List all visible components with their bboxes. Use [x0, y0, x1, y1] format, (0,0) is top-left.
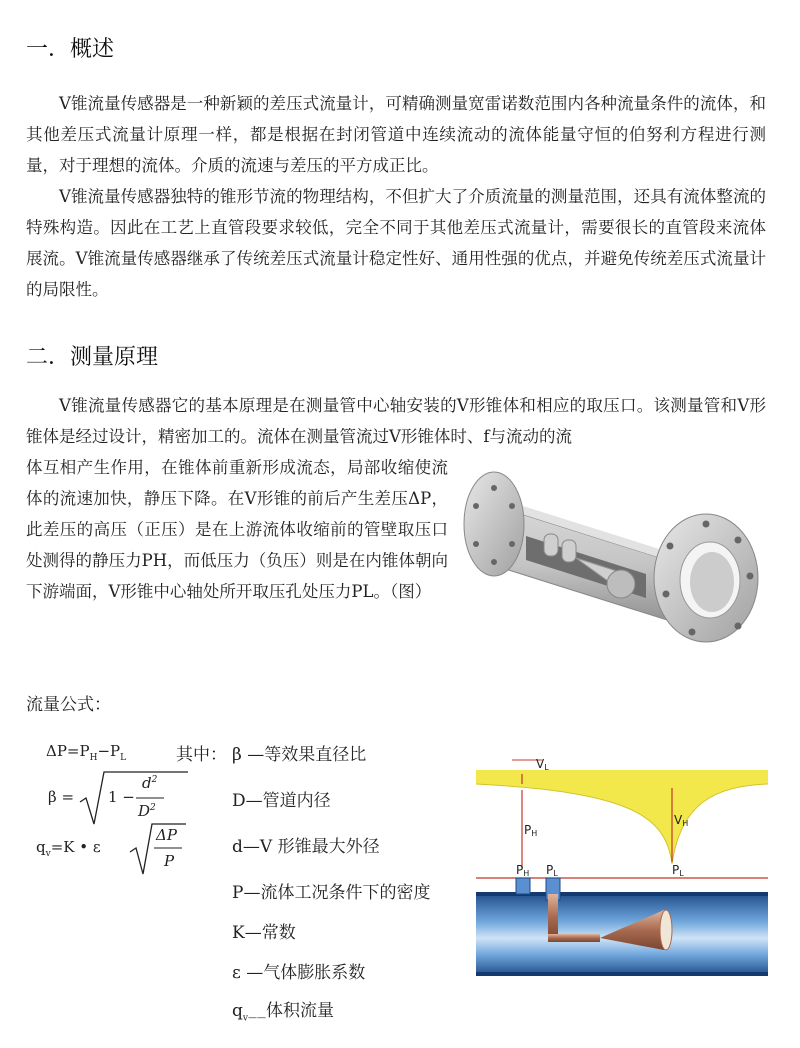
label-vh: VH [674, 813, 689, 828]
section-heading-principle: 二．测量原理 [26, 345, 159, 370]
equation-beta [48, 768, 178, 828]
principle-body [26, 390, 766, 452]
frac-p-den: P [164, 852, 175, 870]
flow-formula-label: 流量公式： [26, 695, 111, 715]
label-pl-min: PL [672, 863, 684, 878]
section-heading-overview: 一．概述 [26, 37, 115, 62]
def-epsilon: ε —气体膨胀系数 [232, 963, 366, 983]
eq1-lhs: ΔP=P [46, 742, 90, 760]
overview-paragraph-2: V锥流量传感器独特的锥形节流的物理结构，不但扩大了介质流量的测量范围，还具有流体整流的特殊构造。因此在工艺上直管段要求较低，完全不同于其他差压式流量计，需要很长的直管段来流体展流。V锥流量传感器继承了传统差压式流量计稳定性好、通用性强的优点，并避免传统差压式流量计的局限性。 [26, 187, 766, 299]
eq1-mid: −P [97, 742, 121, 760]
label-ph-tap: PH [516, 863, 530, 878]
equation-qv [36, 820, 196, 880]
label-vl: VL [536, 757, 549, 772]
v-cone-sensor-illustration [456, 448, 768, 648]
eq1-sub-h: H [89, 753, 98, 763]
frac-dp-num: ΔP [156, 826, 177, 844]
eq2-lhs: β = [48, 788, 75, 806]
overview-paragraph-1: V锥流量传感器是一种新颖的差压式流量计，可精确测量宽雷诺数范围内各种流量条件的流体，和其他差压式流量计原理一样，都是根据在封闭管道中连续流动的流体能量守恒的伯努利方程进行测量，对于理想的流体。介质的流速与差压的平方成正比。 [26, 94, 766, 175]
pressure-profile-diagram [476, 754, 768, 1046]
label-pl-tap: PL [546, 863, 558, 878]
frac-D-den: $D^2$ [138, 802, 156, 820]
label-ph-vertical: PH [524, 823, 538, 838]
principle-paragraph-full: V锥流量传感器它的基本原理是在测量管中心轴安装的V形锥体和相应的取压口。该测量管和V形锥体是经过设计，精密加工的。流体在测量管流过V形锥体时、f与流动的流 [26, 396, 766, 446]
def-qv: $q_{v——}$体积流量 [232, 1001, 334, 1024]
principle-body-wrapped [26, 452, 448, 607]
def-beta: β —等效果直径比 [232, 745, 367, 765]
overview-body [26, 88, 766, 305]
def-P: P—流体工况条件下的密度 [232, 883, 431, 903]
principle-paragraph-wrapped: 体互相产生作用，在锥体前重新形成流态，局部收缩使流体的流速加快，静压下降。在V形锥的前后产生差压ΔP，此差压的高压（正压）是在上游流体收缩前的管壁取压口处测得的静压力PH，而低压力（负压）则是在内锥体朝向下游端面，V形锥中心轴处所开取压孔处压力PL。（图） [26, 458, 448, 601]
where-label: 其中： [176, 745, 227, 765]
def-d: d—V 形锥最大外径 [232, 837, 380, 857]
frac-d-num: $d^2$ [142, 774, 158, 792]
eq1-sub-l: L [120, 753, 127, 763]
def-K: K—常数 [232, 923, 296, 943]
sqrt-one-minus: 1 − [108, 788, 135, 806]
eq3-lhs: $q_v=K$ • ε [36, 838, 101, 859]
equation-delta-p [46, 742, 126, 763]
def-D: D—管道内径 [232, 791, 331, 811]
